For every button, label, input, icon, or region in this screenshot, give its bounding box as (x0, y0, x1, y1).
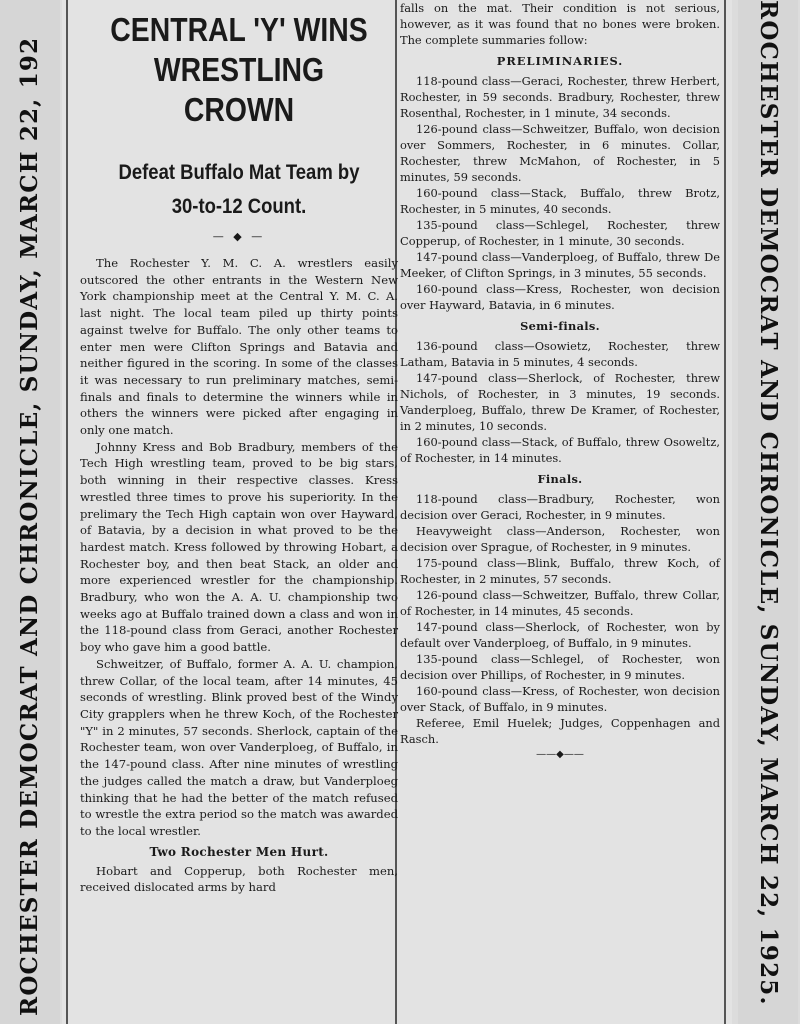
paragraph: falls on the mat. Their condition is not serious, however, as it was found that no bones were broken. The complete summaries follow: (400, 1, 720, 47)
section-finals: Finals. (537, 472, 583, 486)
paragraph: Schweitzer, of Buffalo, former A. A. U. champion, threw Collar, of the local team, after 14 minutes, 45 seconds of wrestling. Blink proved best of the Windy City grapplers when he threw Koch, of the Rochester "Y" in 2 minutes, 57 seconds. Sherlock, captain of the Rochester team, won over Vanderploeg, of Buffalo, in the 147-pound class. After nine minutes of wrestling the judges called the match a draw, but Vanderploeg thinking that he had the better of the match refused to wrestle the extra period so the match was awarded to the local wrestler. (80, 656, 398, 838)
ornament-divider: — ◆ — (212, 230, 266, 243)
headline (102, 10, 375, 130)
result-entry: 126-pound class—Schweitzer, Buffalo, won decision over Sommers, Rochester, in 6 minutes. Collar, Rochester, threw McMahon, of Rochester, in 5 minutes, 59 seconds. (400, 122, 720, 184)
right-masthead-text: ROCHESTER DEMOCRAT AND CHRONICLE, SUNDAY, MARCH 22, 1925. (755, 0, 782, 1006)
result-entry: 135-pound class—Schlegel, of Rochester, won decision over Phillips, of Rochester, in 9 minutes. (400, 652, 720, 682)
result-entry: 160-pound class—Kress, Rochester, won decision over Hayward, Batavia, in 6 minutes. (400, 282, 720, 312)
result-entry: 160-pound class—Kress, of Rochester, won decision over Stack, of Buffalo, in 9 minutes. (400, 684, 720, 714)
right-masthead (738, 0, 798, 1024)
result-entry: 147-pound class—Sherlock, of Rochester, threw Nichols, of Rochester, in 3 minutes, 19 seconds. Vanderploeg, Buffalo, threw De Kramer, of Rochester, in 2 minutes, 10 seconds. (400, 371, 720, 433)
subheadline-line-1: Defeat Buffalo Mat Team by (118, 161, 360, 184)
subheadline (99, 156, 379, 224)
result-entry: 118-pound class—Geraci, Rochester, threw Herbert, Rochester, in 59 seconds. Bradbury, Rochester, threw Rosenthal, Rochester, in 1 minute, 34 seconds. (400, 74, 720, 120)
paragraph: The Rochester Y. M. C. A. wrestlers easily outscored the other entrants in the Western New York championship meet at the Central Y. M. C. A. last night. The local team piled up thirty points against twelve for Buffalo. The only other teams to enter men were Clifton Springs and Batavia and neither figured in the scoring. In some of the classes it was necessary to run preliminary matches, semi-finals and finals to determine the winners while in others the winners were picked after engaging in only one match. (80, 256, 398, 438)
article-column-1 (80, 0, 398, 896)
result-entry: 118-pound class—Bradbury, Rochester, won decision over Geraci, Rochester, in 9 minutes. (400, 492, 720, 522)
result-entry: Heavyweight class—Anderson, Rochester, won decision over Sprague, of Rochester, in 9 minutes. (400, 524, 720, 554)
result-entry: 147-pound class—Vanderploeg, of Buffalo, threw De Meeker, of Clifton Springs, in 3 minutes, 55 seconds. (400, 250, 720, 280)
left-masthead (0, 0, 60, 1024)
officials-line: Referee, Emil Huelek; Judges, Coppenhagen and Rasch. (400, 716, 720, 746)
result-entry: 160-pound class—Stack, Buffalo, threw Brotz, Rochester, in 5 minutes, 40 seconds. (400, 186, 720, 216)
article-body (80, 255, 398, 896)
paragraph: Hobart and Copperup, both Rochester men, received dislocated arms by hard (80, 863, 398, 895)
summary-body (400, 0, 720, 760)
left-masthead-text: ROCHESTER DEMOCRAT AND CHRONICLE, SUNDAY, MARCH 22, 192 (16, 36, 43, 1016)
end-divider: ——◆—— (536, 749, 584, 760)
subheadline-line-2: 30-to-12 Count. (171, 195, 307, 218)
article-clipping (62, 0, 732, 1024)
result-entry: 175-pound class—Blink, Buffalo, threw Koch, of Rochester, in 2 minutes, 57 seconds. (400, 556, 720, 586)
subhead-men-hurt: Two Rochester Men Hurt. (149, 844, 329, 859)
result-entry: 160-pound class—Stack, of Buffalo, threw Osoweltz, of Rochester, in 14 minutes. (400, 435, 720, 465)
article-column-2 (400, 0, 720, 760)
result-entry: 126-pound class—Schweitzer, Buffalo, threw Collar, of Rochester, in 14 minutes, 45 seconds. (400, 588, 720, 618)
headline-line-1: CENTRAL 'Y' WINS (110, 11, 368, 48)
column-rule-left (66, 0, 68, 1024)
section-semi-finals: Semi-finals. (520, 319, 600, 333)
result-entry: 136-pound class—Osowietz, Rochester, threw Latham, Batavia in 5 minutes, 4 seconds. (400, 339, 720, 369)
result-entry: 135-pound class—Schlegel, Rochester, threw Copperup, of Rochester, in 1 minute, 30 seconds. (400, 218, 720, 248)
paragraph: Johnny Kress and Bob Bradbury, members of the Tech High wrestling team, proved to be big stars, both winning in their respective classes. Kress wrestled three times to prove his superiority. In the prelimary the Tech High captain won over Hayward, of Batavia, by a decision in what proved to be the hardest match. Kress followed by throwing Hobart, a Rochester boy, and then beat Stack, an older and more experienced wrestler for the championship. Bradbury, who won the A. A. U. championship two weeks ago at Buffalo trained down a class and won in the 118-pound class from Geraci, another Rochester boy who gave him a good battle. (80, 439, 398, 655)
headline-line-2: WRESTLING CROWN (153, 51, 325, 128)
section-preliminaries: PRELIMINARIES. (496, 54, 624, 68)
column-rule-right (724, 0, 726, 1024)
result-entry: 147-pound class—Sherlock, of Rochester, won by default over Vanderploeg, of Buffalo, in 9 minutes. (400, 620, 720, 650)
